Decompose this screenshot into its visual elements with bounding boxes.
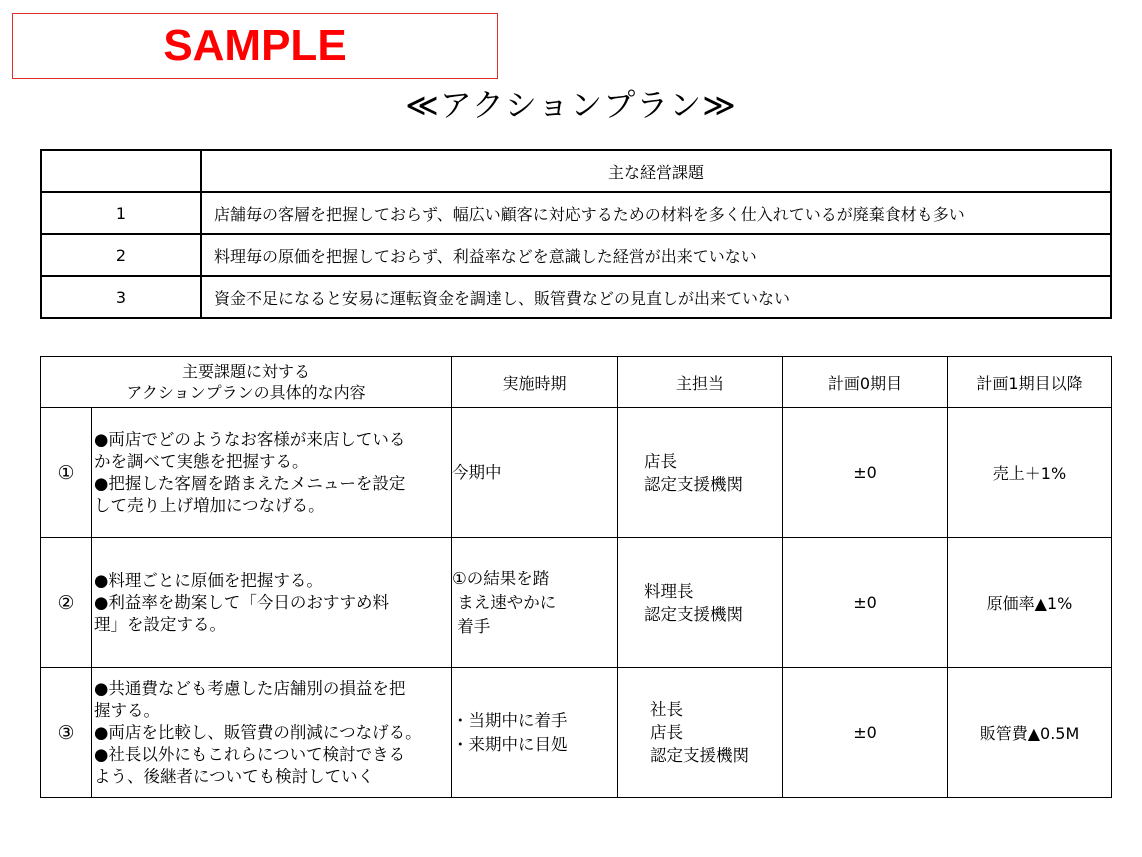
issues-table <box>40 149 1112 319</box>
plan-header-row <box>41 357 1112 408</box>
owner-line: 認定支援機関 <box>644 474 743 494</box>
issue-text: 資金不足になると安易に運転資金を調達し、販管費などの見直しが出来ていない <box>201 276 1111 318</box>
period-line: 着手 <box>452 616 491 636</box>
implementation-period <box>452 538 618 668</box>
action-content <box>92 408 452 538</box>
table-row <box>41 668 1112 798</box>
content-line: ●把握した客層を踏まえたメニューを設定 <box>94 473 406 493</box>
table-row <box>41 408 1112 538</box>
row-number: ① <box>41 408 92 538</box>
issue-number: 2 <box>41 234 201 276</box>
content-line: ●利益率を勘案して「今日のおすすめ料 <box>94 592 390 612</box>
content-line: 握する。 <box>94 700 160 720</box>
implementation-period <box>452 668 618 798</box>
issue-text: 店舗毎の客層を把握しておらず、幅広い顧客に対応するための材料を多く仕入れているが廃棄食材も多い <box>201 192 1111 234</box>
owner-line: 店長 <box>644 451 677 471</box>
action-content <box>92 668 452 798</box>
period-line: 今期中 <box>452 462 502 482</box>
content-line: 理」を設定する。 <box>94 614 226 634</box>
period-line: まえ速やかに <box>452 592 557 612</box>
content-line: かを調べて実態を把握する。 <box>94 451 309 471</box>
table-row <box>41 234 1111 276</box>
sample-stamp: SAMPLE <box>12 13 498 79</box>
plan1-header: 計画1期目以降 <box>948 357 1112 408</box>
content-header-line2: アクションプランの具体的な内容 <box>126 383 366 402</box>
row-number: ③ <box>41 668 92 798</box>
issues-header-blank <box>41 150 201 192</box>
period-line: ①の結果を踏 <box>452 568 550 588</box>
when-header: 実施時期 <box>452 357 618 408</box>
issue-number: 1 <box>41 192 201 234</box>
table-row <box>41 276 1111 318</box>
content-line: して売り上げ増加につなげる。 <box>94 495 325 515</box>
table-row <box>41 192 1111 234</box>
content-header-line1: 主要課題に対する <box>181 362 310 381</box>
table-row <box>41 538 1112 668</box>
implementation-period <box>452 408 618 538</box>
period-line: ・来期中に目処 <box>452 734 568 754</box>
content-line: ●料理ごとに原価を把握する。 <box>94 570 323 590</box>
content-line: ●共通費なども考慮した店舗別の損益を把 <box>94 678 406 698</box>
plan-period0: ±0 <box>783 408 948 538</box>
plan-period1: 販管費▲0.5M <box>948 668 1112 798</box>
content-header <box>41 357 452 408</box>
plan0-header: 計画0期目 <box>783 357 948 408</box>
owner-line: 店長 <box>650 723 683 742</box>
plan-period1: 原価率▲1% <box>948 538 1112 668</box>
plan-period1: 売上＋1% <box>948 408 1112 538</box>
action-plan-table <box>40 356 1112 798</box>
issues-header: 主な経営課題 <box>201 150 1111 192</box>
owner-line: 認定支援機関 <box>644 604 743 624</box>
content-line: よう、後継者についても検討していく <box>94 766 375 786</box>
issues-header-row <box>41 150 1111 192</box>
owner-line: 認定支援機関 <box>650 746 749 765</box>
page-title: ≪アクションプラン≫ <box>405 86 737 124</box>
content-line: ●両店を比較し、販管費の削減につなげる。 <box>94 722 422 742</box>
owner <box>618 408 783 538</box>
owner-header: 主担当 <box>618 357 783 408</box>
row-number: ② <box>41 538 92 668</box>
period-line: ・当期中に着手 <box>452 710 568 730</box>
owner-line: 社長 <box>650 700 683 719</box>
plan-period0: ±0 <box>783 538 948 668</box>
owner <box>618 668 783 798</box>
issue-text: 料理毎の原価を把握しておらず、利益率などを意識した経営が出来ていない <box>201 234 1111 276</box>
owner-line: 料理長 <box>644 581 694 601</box>
action-content <box>92 538 452 668</box>
owner <box>618 538 783 668</box>
issue-number: 3 <box>41 276 201 318</box>
content-line: ●両店でどのようなお客様が来店している <box>94 429 406 449</box>
content-line: ●社長以外にもこれらについて検討できる <box>94 744 406 764</box>
plan-period0: ±0 <box>783 668 948 798</box>
